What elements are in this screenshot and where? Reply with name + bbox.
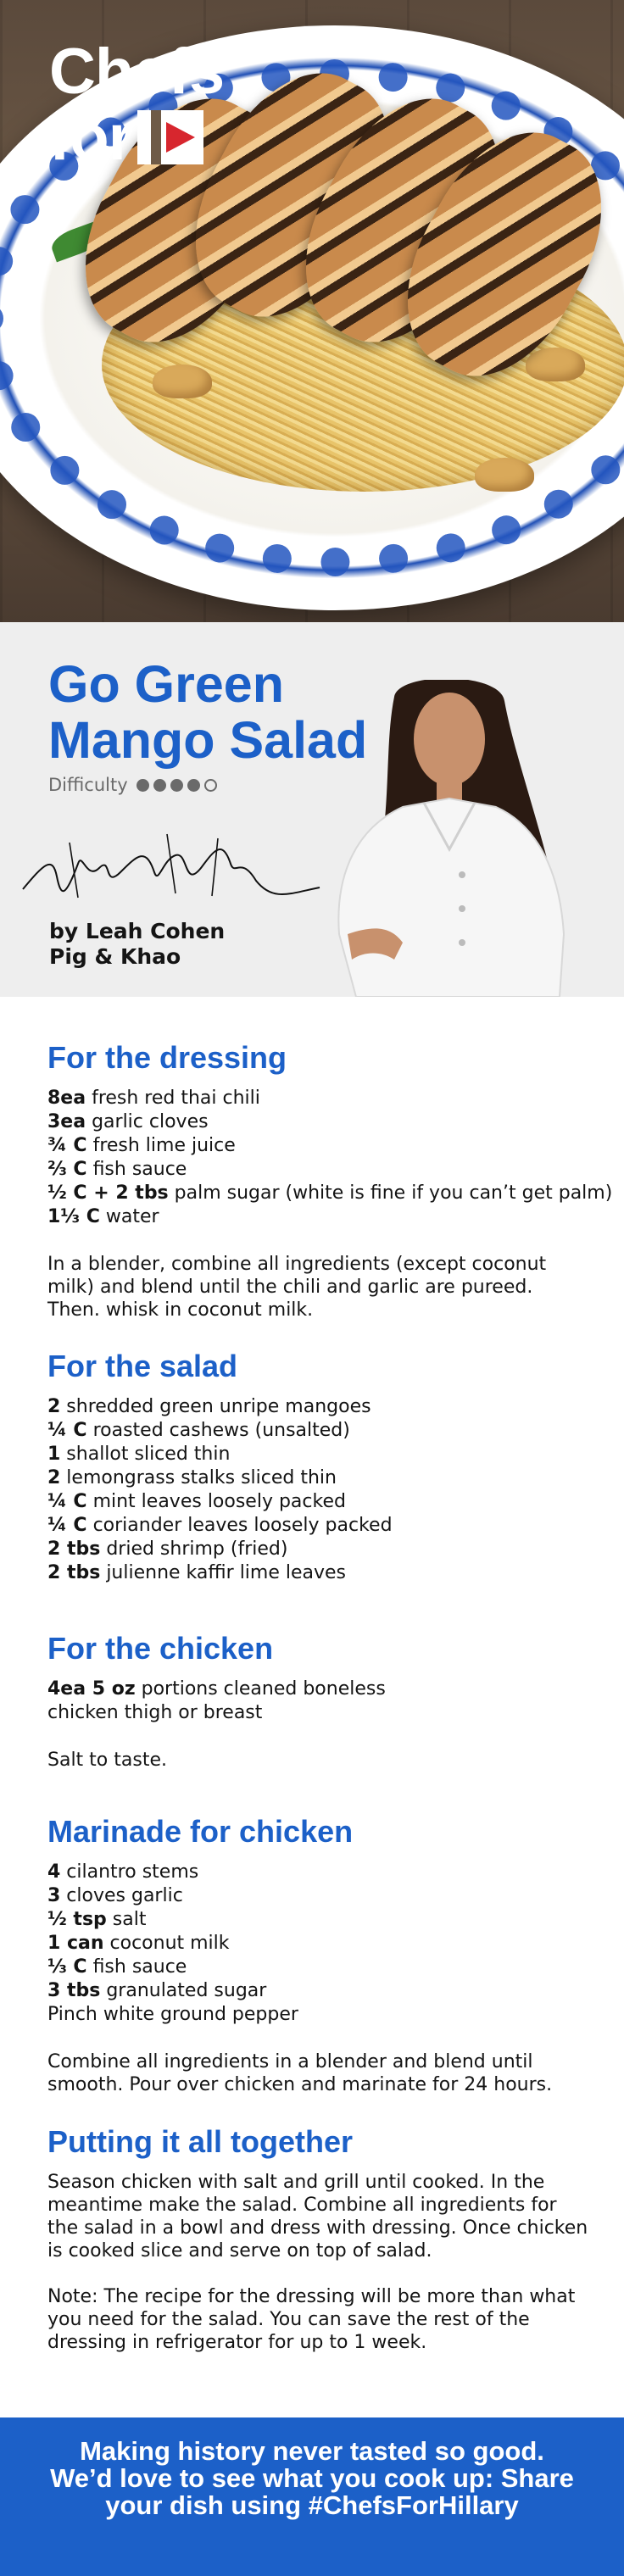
difficulty-dots <box>136 779 217 792</box>
ingredient-quantity: ⅔ C <box>47 1159 87 1180</box>
difficulty-dot-empty <box>204 779 217 792</box>
ingredient-quantity: 8ea <box>47 1088 86 1109</box>
chef-signature <box>19 830 324 906</box>
ingredient-item <box>47 1182 613 1205</box>
instructions: Combine all ingredients in a blender and blend until smooth. Pour over chicken and marinate for 24 hours. <box>47 2051 553 2095</box>
difficulty-label: Difficulty <box>48 775 128 795</box>
ingredient-quantity: ¼ C <box>47 1420 87 1441</box>
ingredient-item <box>47 1514 590 1538</box>
ingredient-quantity: 4 <box>47 1861 61 1883</box>
ingredient-text: fish sauce <box>86 1956 187 1978</box>
ingredient-item <box>47 1395 590 1419</box>
ingredient-quantity: 2 tbs <box>47 1562 101 1583</box>
ingredient-list <box>47 1677 590 1725</box>
ingredient-quantity: ½ C + 2 tbs <box>47 1182 169 1204</box>
logo-line-1: Chefs <box>49 36 225 108</box>
ingredient-item <box>47 1956 590 1979</box>
ingredient-text: portions cleaned boneless <box>135 1678 386 1700</box>
ingredient-item <box>47 1419 590 1443</box>
ingredient-text: coriander leaves loosely packed <box>86 1515 393 1536</box>
logo-line-2: for <box>49 105 224 171</box>
restaurant-name: Pig & Khao <box>49 944 181 969</box>
ingredient-text: salt <box>106 1909 147 1930</box>
ingredient-text: mint leaves loosely packed <box>86 1491 346 1512</box>
ingredient-item <box>47 1087 590 1110</box>
instructions: In a blender, combine all ingredients (except coconut milk) and blend until the chili and garlic are pureed. Then. whisk in coconut milk. <box>47 1254 547 1321</box>
ingredient-item <box>47 1466 590 1490</box>
recipe-title: Go Green Mango Salad <box>48 655 368 769</box>
note: Note: The recipe for the dressing will be more than what you need for the salad. You can save the rest of the dressing in refrigerator for up to 1 week. <box>47 2286 576 2353</box>
ingredient-quantity: 2 <box>47 1396 61 1417</box>
hero-photo <box>0 0 624 622</box>
ingredient-text: fresh red thai chili <box>86 1088 260 1109</box>
ingredient-text: fish sauce <box>86 1159 187 1180</box>
cashew <box>526 348 585 381</box>
section-salad <box>47 1348 590 1585</box>
section-title: Marinade for chicken <box>47 1814 354 1849</box>
chef-name: by Leah Cohen <box>49 919 226 943</box>
ingredient-text: cloves garlic <box>60 1885 183 1906</box>
cashew <box>153 364 212 398</box>
ingredient-quantity: 1 <box>47 1444 61 1465</box>
ingredient-quantity: ½ tsp <box>47 1909 107 1930</box>
difficulty-rating <box>48 775 217 795</box>
ingredient-item <box>47 1561 590 1585</box>
ingredient-quantity: ¼ C <box>47 1491 87 1512</box>
cashew <box>475 458 534 492</box>
section-chicken <box>47 1630 590 1772</box>
section-title: For the salad <box>47 1349 238 1383</box>
ingredient-item <box>47 1884 590 1908</box>
ingredient-text: water <box>99 1206 159 1227</box>
ingredient-item <box>47 1861 590 1884</box>
recipe-header <box>0 622 624 997</box>
ingredient-list <box>47 1861 590 2027</box>
ingredient-text: shallot sliced thin <box>60 1444 231 1465</box>
ingredient-text: palm sugar (white is fine if you can’t get palm) <box>168 1182 613 1204</box>
section-title: For the dressing <box>47 1040 287 1075</box>
ingredient-item <box>47 1158 590 1182</box>
difficulty-dot-filled <box>153 779 166 792</box>
ingredient-item <box>47 2003 590 2027</box>
ingredient-text: lemongrass stalks sliced thin <box>60 1467 337 1488</box>
ingredient-item <box>47 1205 590 1229</box>
ingredient-list <box>47 1395 590 1585</box>
chefs-for-hillary-logo <box>49 36 225 174</box>
footer-message: Making history never tasted so good. We’d love to see what you cook up: Share your dish using #ChefsForHillary <box>50 2436 574 2520</box>
ingredient-text: garlic cloves <box>86 1111 209 1132</box>
ingredient-text: shredded green unripe mangoes <box>60 1396 371 1417</box>
section-dressing <box>47 1039 613 1321</box>
section-title: For the chicken <box>47 1631 274 1666</box>
ingredient-text: granulated sugar <box>100 1980 267 2001</box>
ingredient-item <box>47 1701 590 1725</box>
ingredient-item <box>47 1677 590 1701</box>
difficulty-dot-filled <box>136 779 149 792</box>
ingredient-text: cilantro stems <box>60 1861 199 1883</box>
ingredient-quantity: ¼ C <box>47 1515 87 1536</box>
ingredient-item <box>47 1110 590 1134</box>
ingredient-item <box>47 1979 590 2003</box>
ingredient-text: fresh lime juice <box>86 1135 236 1156</box>
ingredient-quantity: 1⅓ C <box>47 1206 100 1227</box>
ingredient-text: Pinch white ground pepper <box>47 2004 298 2025</box>
ingredient-item <box>47 1932 590 1956</box>
ingredient-item <box>47 1443 590 1466</box>
ingredient-quantity: ¾ C <box>47 1135 87 1156</box>
note: Salt to taste. <box>47 1750 167 1771</box>
ingredient-item <box>47 1538 590 1561</box>
section-title: Putting it all together <box>47 2124 353 2159</box>
chef-byline <box>49 919 225 970</box>
chef-portrait <box>322 680 593 997</box>
ingredient-item <box>47 1908 590 1932</box>
ingredient-quantity: 3ea <box>47 1111 86 1132</box>
ingredient-list <box>47 1087 613 1229</box>
ingredient-quantity: 2 tbs <box>47 1538 101 1560</box>
ingredient-text: chicken thigh or breast <box>47 1702 263 1723</box>
footer-banner <box>0 2417 624 2576</box>
ingredient-quantity: 4ea 5 oz <box>47 1678 136 1700</box>
ingredient-quantity: 3 <box>47 1885 61 1906</box>
difficulty-dot-filled <box>170 779 183 792</box>
ingredient-item <box>47 1134 590 1158</box>
ingredient-text: julienne kaffir lime leaves <box>100 1562 347 1583</box>
difficulty-dot-filled <box>187 779 200 792</box>
ingredient-quantity: 1 can <box>47 1933 104 1954</box>
ingredient-quantity: ⅓ C <box>47 1956 87 1978</box>
section-putting-together <box>47 2123 590 2354</box>
section-marinade <box>47 1813 590 2096</box>
ingredient-quantity: 3 tbs <box>47 1980 101 2001</box>
ingredient-item <box>47 1490 590 1514</box>
ingredient-text: coconut milk <box>103 1933 230 1954</box>
ingredient-text: roasted cashews (unsalted) <box>86 1420 350 1441</box>
instructions: Season chicken with salt and grill until cooked. In the meantime make the salad. Combine all ingredients for the salad in a bowl and dress with dressing. Once chicken is cooked slice and serve on top of salad. <box>47 2172 588 2262</box>
ingredient-text: dried shrimp (fried) <box>100 1538 288 1560</box>
ingredient-quantity: 2 <box>47 1467 61 1488</box>
hillary-h-arrow-icon <box>137 110 203 164</box>
